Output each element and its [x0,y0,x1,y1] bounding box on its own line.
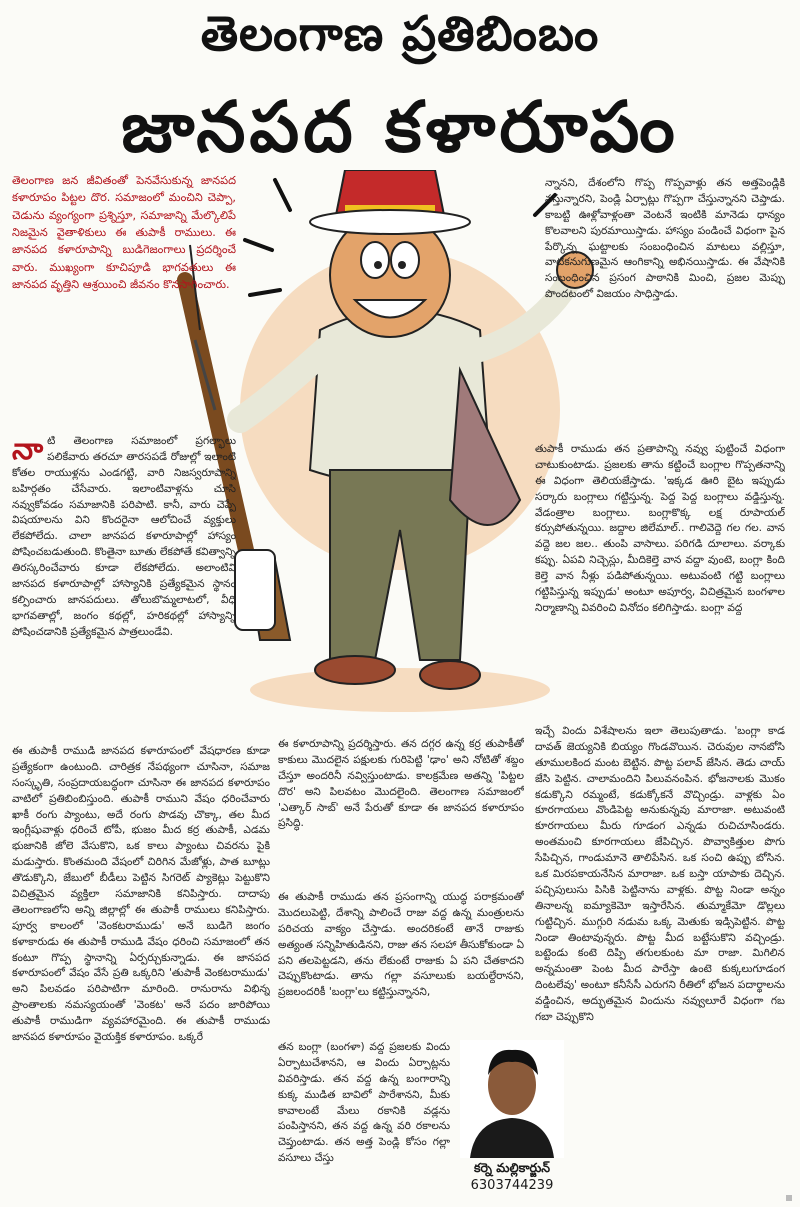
headline-main: జానపద కళారూపం [121,86,679,168]
dropcap: నా [12,434,44,467]
column2-top-text: ఈ కళారూపాన్ని ప్రదర్శిస్తారు. తన దగ్గర ఉన్న కర్ర తుపాకీతో కాకులు మొదలైన పక్షులకు గురిపెట్టి 'ఢాం' అని నోటితో శబ్దం చేస్తూ అందరినీ నవ్విస్తుంటాడు. కాలక్రమేణ అతన్ని 'పిట్టల దొర' అని పిలవటం మొదలైంది. తెలంగాణ సమాజంలో 'ఎత్కార్ సాబ్' అనే పేరుతో కూడా ఈ జానపద కళారూపం ప్రసిద్ధి. [278,738,524,830]
headline-top: తెలంగాణ ప్రతిబింబం [200,6,600,62]
author-phone: 6303744239 [470,1178,554,1193]
author-portrait [460,1040,564,1158]
intro-text: తెలంగాణ జన జీవితంతో పెనవేసుకున్న జానపద కళారూపం పిట్టల దొర. సమాజంలో మంచిని చెప్పా, చెడును వ్యంగ్యంగా ప్రశ్నిస్తూ, సమాజాన్ని మేల్కొలిపే నిజమైన వైతాళికులు ఈ తుపాకీ రాములు. ఈ జానపద కళారూపాన్ని బుడిగెజంగాలు ప్రదర్శించే వారు. ముఖ్యంగా కూచిపూడి భాగవతులు ఈ జానపద వృత్తిని ఆశ్రయించి జీవనం కొనసాగించారు. [12,174,236,292]
page-corner-mark [786,1195,792,1201]
column2-bottom-text: ఈ తుపాకీ రాముడు తన ప్రసంగాన్ని యుద్ధ పరాక్రమంతో మొదలుపెట్టి, దేశాన్ని పాలించే రాజు వద్ద ఉన్న మంత్రులను పరిచయ వాక్యం చేస్తాడు. అందరికంటే తానే రాజుకు అత్యంత సన్నిహితుడినని, రాజు తన సలహా తీసుకోకుండా ఏ పని తలపెట్టడని, తను లేకుంటే రాజుకు ఏ పని చేతకాదని చెప్పుకొంటాడు. తాను గల్లా వసూలుకు బయల్దేరానని, ప్రజలందరికీ 'బంగ్లా'లు కట్టిస్తున్నానని, [278,891,524,999]
column3-bottom-text: ఇచ్చే విందు విశేషాలను ఇలా తెలుపుతాడు. 'బంగ్లా కాడ దావత్ జెయ్యనికి బియ్యం గొండవొయిన. చెరువుల నానబోసి తూములకింద మంట బెట్టిన. పొట్ట పలావ్ జేసిన. తెడు చాయ్ జేసి పెట్టిన. చాలామందిని పిలువనంపిన. భోజనాలకు మొకం కడుక్కొని రమ్మంటే, కడుక్కోకనే వొచ్చిండ్రు. వాళ్లకు ఏం కూరగాయలు వొండిపెట్ట అనుకున్నవు మారాజా. అటువంటి కూరగాయలు మీరు గూడంగ ఎన్నడు రుచిచూసిండరు. అంతమంచి కూరగాయలు జేపిచ్చిన. పొవ్వాకిత్తుల పొగు సేపిచ్చిన, గాండుమానె తాలిపేసిన. ఒక సంచి ఉప్పు బోసిన. ఒక మిరపకాయనేసిన మారాజా. ఒక బస్తా యాపాకు దెచ్చిన. పచ్చిపులుసు పిసికి పెట్టినాను వాళ్లకు. పొట్ట నిండా అన్నం తినాలన్న ఐమ్యాకెమో ఇస్తారేసిన. తుమ్మాకేమో డొల్లలు గుట్టిచ్చిన. ముగ్గురి నడుమ ఒక్క మెతుకు ఇడ్సిపెట్టిన. పొట్ట నిండా తింటావున్నరు. పొట్ట మీద బట్టేసుకొని వచ్చిండ్రు. బట్టెండు కంటె దిప్పి తగులకుంట మా రాజా. మిగిలిన అన్నమంతా పెంట మీద పారేస్తా ఉంటె కుక్కలుగూడంగ దింటలేవు' అంటూ కనీసేసీ ఎరుగని రీతిలో భోజన పదార్థాలను వడ్డించిన, అద్భుతమైన విందును నవ్వులూరే విధంగా గబ గబా చెప్పుకొని [535,725,785,1024]
author-photo [460,1040,564,1158]
column2-narrow-text: తన బంగ్లా (బంగళా) వద్ద ప్రజలకు విందు ఏర్పాటుచేశానని, ఆ విందు ఏర్పాట్లను వివరిస్తాడు. తన వద్ద ఉన్న బంగారాన్ని కుక్క ముడిత బావిలో పారేశానని, మీకు కావాలంటే మేలు రకానికి వడ్లను పంపిస్తానని, తన వద్ద ఉన్న వరి రకాలను చెప్తుంటాడు. తన అత్త పెండ్లి కోసం గల్లా వసూలు చేస్తు [278,1041,450,1165]
dropcap-paragraph [12,434,236,734]
column1-bottom-text: ఈ తుపాకీ రాముడి జానపద కళారూపంలో వేషధారణ కూడా ప్రత్యేకంగా ఉంటుంది. చారిత్రక నేపథ్యంగా చూసినా, సమాజ సంస్కృతి, సంప్రదాయబద్ధంగా చూసినా ఈ జానపద కళారూపం వాటిలో ప్రతిబింబిస్తుంది. తుపాకీ రాముని వేషం ధరించేవారు ఖాకీ రంగు ప్యాంటు, అదే రంగు పొడవు చొక్కా, తల మీద ఇంగ్లీషువాళ్లు ధరించే టోపీ, భుజం మీద కర్ర తుపాకీ, ఎడమ భుజానికి జోలె వేసుకొని, ఒక కాలు ప్యాంటు చివరను పైకి మడుస్తారు. కొంతమంది వేషంలో చిరిగిన మేజోళ్లు, పాత బూట్లు తొడుక్కొని, జేబులో బీడీలు పెట్టిన సిగరెట్ ప్యాకెట్లు పెట్టుకొని విచిత్రమైన వ్యక్తిలా సమాజానికి కనిపిస్తారు. దాదాపు తెలంగాణలోని అన్ని జిల్లాల్లో ఈ తుపాకీ రాములు కనిపిస్తారు. పూర్వ కాలంలో 'వెంకటరాముడు' అనే బుడిగె జంగం కళాకారుడు ఈ తుపాకీ రాముడి వేషం ధరించి సమాజంలో తన కంటూ గొప్ప స్థానాన్ని ఏర్పర్చుకున్నాడు. ఈ జానపద కళారూపంలో వేషం వేసే ప్రతి ఒక్కరిని 'తుపాకీ వెంకటరాముడు' అని పిలవడం పరిపాటిగా మారింది. రానురాను విభిన్న ప్రాంతాలకు నమస్యయంతో 'వెంకట' అనే పదం జారిపోయి తుపాకీ రాముడిగా వ్యవహారమైంది. ఈ తుపాకీ రాముడు జానపద కళారూపం వైయక్తిక కళారూపం. ఒక్కరే [12,745,270,1044]
column3-top-text: న్నానని, దేశంలోని గొప్ప గొప్పవాళ్లు తన అత్తపెండ్లికి వస్తున్నారని, పెండ్లి ఏర్పాట్లు గొప్పగా చేస్తున్నానని చెప్తాడు. కాబట్టి ఊళ్లోవాళ్లంతా వెంటనే ఇంటికి మానెడు ధాన్యం కొలవాలని పురమాయిస్తాడు. హాస్యం పండించే విధంగా పైన పేర్కొన్న ఘట్టాలకు సంబంధించిన మాటలు వల్లిస్తూ, వాటికనుగుణమైన ఆంగికాన్ని అభినయిస్తాడు. ఈ వేషానికి సంబంధించిన ప్రసంగ పాఠానికి మించి, ప్రజల మెప్పు పొందటంలో విజయం సాధిస్తాడు. [545,177,785,301]
column3-mid-text: తుపాకీ రాముడు తన ప్రతాపాన్ని నవ్వు పుట్టించే విధంగా చాటుకుంటాడు. ప్రజలకు తాను కట్టించే బంగ్లాల గొప్పతనాన్ని ఈ విధంగా తెలియజేస్తాడు. 'ఇక్కడ ఊరి బైట ఇప్పుడు సర్కారు బంగ్లాలు గట్టిస్తున్న. పెద్ద పెద్ద బంగ్లాలు వడ్డిస్తున్న. వేడంత్రాల బంగ్లాలు. బంగ్లాకొక్క లక్ష రూపాయల్ కర్సుపోతున్నయి. జద్దాల జిలేమాల్.. గాలివెద్దె గల గల. వాన వద్దె జల జల.. తుంపి వాసాలు. పరిగడి దూలాలు. వర్కాకు కప్పు. ఏపవి నిచ్చెస్లు, మీదికెల్తె వాన వద్దా వుంటె, బంగ్లా కింది కెల్తె వాన నీళ్లు పడిపోతున్నయి. అటువంటి గట్టి బంగ్లాలు గట్టిపిస్తున్న ఇప్పుడు' అంటూ అపూర్వ, విచిత్రమైన బంగళాల నిర్మాణాన్ని వివరించి వినోదం కలిగిస్తాడు. బంగ్లా వద్ద [535,443,785,614]
dropcap-text: టి తెలంగాణ సమాజంలో ప్రగల్భాలు పలికేవారు తరచూ తారసపడే రోజుల్లో ఇలాంటి కోతల రాయుళ్లను ఎండగట్టి, వారి నిజస్వరూపాన్ని బహిర్గతం చేసేవారు. ఇలాంటివాళ్లను చూసి నవ్వుకోవడం సమాజానికి పరిపాటి. కానీ, వారు చెప్పే విషయాలను విని కొందరైనా ఆలోచించే వ్యక్తులు లేకపోలేదు. చాలా జానపద కళారూపాల్లో హాస్యం పోషించబడుతుంది. కొంతైనా బూతు లేకపోతే కవిత్వాన్ని తిరస్కరించేవారు కూడా లేకపోలేదు. అలాంటివి జానపద కళారూపాల్లో హాస్యానికి ప్రత్యేకమైన స్థానం కల్పించారు జానపదులు. తోలుబొమ్మలాటలో, వీధి భాగవతాల్లో, జంగం కథల్లో, హరికథల్లో హాస్యాన్ని పోషించడానికి ప్రత్యేకమైన పాత్రలుండేవి. [12,435,236,638]
author-name: కర్నె మల్లికార్జున్ [473,1160,551,1175]
